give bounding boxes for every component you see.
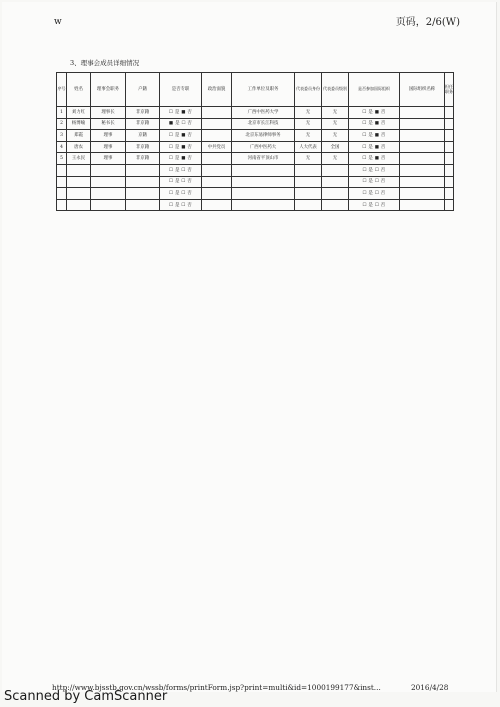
cell-hukou: 非京籍 [126,107,160,119]
cell-seq: 2 [57,118,67,130]
cell-intl-member-checkbox: ☐ 是 ■ 否 [349,153,400,165]
table-row [57,176,454,188]
cell-political [202,176,232,188]
cell-political: 中共党员 [202,141,232,153]
cell-deputy-level [322,164,349,176]
cell-fulltime-checkbox: ☐ 是 ☐ 否 [160,176,202,188]
cell-employer [232,176,295,188]
cell-intl-org-name [400,141,445,153]
cell-fulltime-checkbox: ☐ 是 ■ 否 [160,107,202,119]
header-political: 政治面貌 [202,73,232,107]
cell-intl-org-name [400,107,445,119]
header-seq: 序号 [57,73,67,107]
cell-seq [57,164,67,176]
header-intl-member: 是否参加国际组织 [349,73,400,107]
cell-fulltime-checkbox: ☐ 是 ■ 否 [160,153,202,165]
cell-deputy-role: 人大代表 [295,141,322,153]
cell-position: 理事 [91,130,126,142]
cell-employer [232,164,295,176]
cell-deputy-role: 无 [295,118,322,130]
cell-deputy-role [295,188,322,200]
cell-position [91,176,126,188]
cell-hukou: 京籍 [126,130,160,142]
cell-name: 杨博喻 [67,118,91,130]
cell-intl-org-name [400,118,445,130]
cell-seq [57,199,67,211]
cell-fulltime-checkbox: ☐ 是 ■ 否 [160,130,202,142]
cell-deputy-level [322,176,349,188]
cell-intl-member-checkbox: ☐ 是 ■ 否 [349,130,400,142]
cell-name: 郑霞 [67,130,91,142]
footer-url: http://www.bjsstb.gov.cn/wssb/forms/printForm.jsp?print=multi&id=1000199177&inst... [52,683,381,692]
table-row [57,188,454,200]
table-row [57,199,454,211]
cell-political [202,107,232,119]
cell-position [91,188,126,200]
header-employer: 工作单位及职务 [232,73,295,107]
cell-hukou [126,164,160,176]
cell-intl-org-name [400,164,445,176]
cell-political [202,130,232,142]
cell-seq: 1 [57,107,67,119]
cell-intl-org-position [445,118,454,130]
cell-hukou [126,176,160,188]
cell-hukou: 非京籍 [126,141,160,153]
cell-employer: 广西中医药大 [232,141,295,153]
cell-intl-org-position [445,141,454,153]
cell-intl-org-position [445,188,454,200]
cell-position: 秘书长 [91,118,126,130]
cell-political [202,153,232,165]
cell-deputy-level: 全国 [322,141,349,153]
cell-intl-org-name [400,153,445,165]
page-number: 页码，2/6(W) [395,17,460,28]
table-row [57,164,454,176]
cell-intl-org-position [445,153,454,165]
cell-political [202,199,232,211]
cell-name [67,176,91,188]
cell-deputy-role [295,176,322,188]
cell-intl-org-name [400,188,445,200]
cell-political [202,118,232,130]
table-row [57,118,454,130]
cell-name [67,188,91,200]
table-header-row [57,73,454,107]
cell-intl-member-checkbox: ☐ 是 ■ 否 [349,141,400,153]
cell-employer: 广西中医药大学 [232,107,295,119]
scanner-watermark: Scanned by CamScanner [4,689,168,704]
cell-name [67,164,91,176]
cell-deputy-role [295,164,322,176]
cell-employer: 北京市长江科技 [232,118,295,130]
cell-deputy-level: 无 [322,153,349,165]
cell-seq [57,176,67,188]
cell-name: 唐农 [67,141,91,153]
header-fulltime: 是否专职 [160,73,202,107]
cell-fulltime-checkbox: ☐ 是 ☐ 否 [160,188,202,200]
header-deputy-level: 代表委员级别 [322,73,349,107]
cell-intl-org-position [445,107,454,119]
header-intl-org-name: 国际组织名称 [400,73,445,107]
table-row [57,141,454,153]
cell-intl-org-name [400,130,445,142]
cell-intl-org-position [445,199,454,211]
cell-fulltime-checkbox: ☐ 是 ■ 否 [160,141,202,153]
cell-intl-org-position [445,130,454,142]
cell-deputy-level [322,199,349,211]
cell-hukou [126,199,160,211]
cell-fulltime-checkbox: ☐ 是 ☐ 否 [160,164,202,176]
cell-position: 理事长 [91,107,126,119]
header-deputy-role: 代表委员身份 [295,73,322,107]
cell-intl-member-checkbox: ☐ 是 ■ 否 [349,107,400,119]
cell-position: 理事 [91,153,126,165]
section-title: 3、理事会成员详细情况 [70,59,140,67]
table-row [57,130,454,142]
cell-deputy-level: 无 [322,107,349,119]
cell-deputy-level: 无 [322,118,349,130]
cell-deputy-role: 无 [295,130,322,142]
header-name: 姓名 [67,73,91,107]
corner-mark: w [54,17,62,27]
cell-intl-member-checkbox: ☐ 是 ☐ 否 [349,188,400,200]
cell-intl-member-checkbox: ☐ 是 ☐ 否 [349,164,400,176]
cell-deputy-level [322,188,349,200]
cell-seq: 3 [57,130,67,142]
cell-intl-member-checkbox: ☐ 是 ■ 否 [349,118,400,130]
cell-hukou: 非京籍 [126,118,160,130]
cell-intl-member-checkbox: ☐ 是 ☐ 否 [349,199,400,211]
cell-hukou [126,188,160,200]
cell-position [91,164,126,176]
cell-employer [232,188,295,200]
cell-deputy-level: 无 [322,130,349,142]
cell-name: 王永民 [67,153,91,165]
footer-date: 2016/4/28 [411,683,449,692]
cell-intl-member-checkbox: ☐ 是 ☐ 否 [349,176,400,188]
cell-fulltime-checkbox: ☐ 是 ☐ 否 [160,199,202,211]
cell-employer: 北京东易律师事务 [232,130,295,142]
header-intl-org-position: 担任职务 [445,73,454,107]
cell-political [202,164,232,176]
cell-intl-org-position [445,164,454,176]
cell-seq: 5 [57,153,67,165]
cell-fulltime-checkbox: ■ 是 ☐ 否 [160,118,202,130]
cell-intl-org-name [400,199,445,211]
table-row [57,153,454,165]
cell-deputy-role: 无 [295,107,322,119]
cell-employer [232,199,295,211]
cell-intl-org-name [400,176,445,188]
cell-name: 刘力红 [67,107,91,119]
header-position: 理事会职务 [91,73,126,107]
header-hukou: 户籍 [126,73,160,107]
cell-name [67,199,91,211]
table-row [57,107,454,119]
cell-deputy-role: 无 [295,153,322,165]
board-members-table [56,72,454,211]
cell-position [91,199,126,211]
cell-political [202,188,232,200]
cell-deputy-role [295,199,322,211]
cell-intl-org-position [445,176,454,188]
cell-employer: 河南省平顶山市 [232,153,295,165]
cell-seq [57,188,67,200]
cell-hukou: 非京籍 [126,153,160,165]
cell-position: 理事 [91,141,126,153]
cell-seq: 4 [57,141,67,153]
